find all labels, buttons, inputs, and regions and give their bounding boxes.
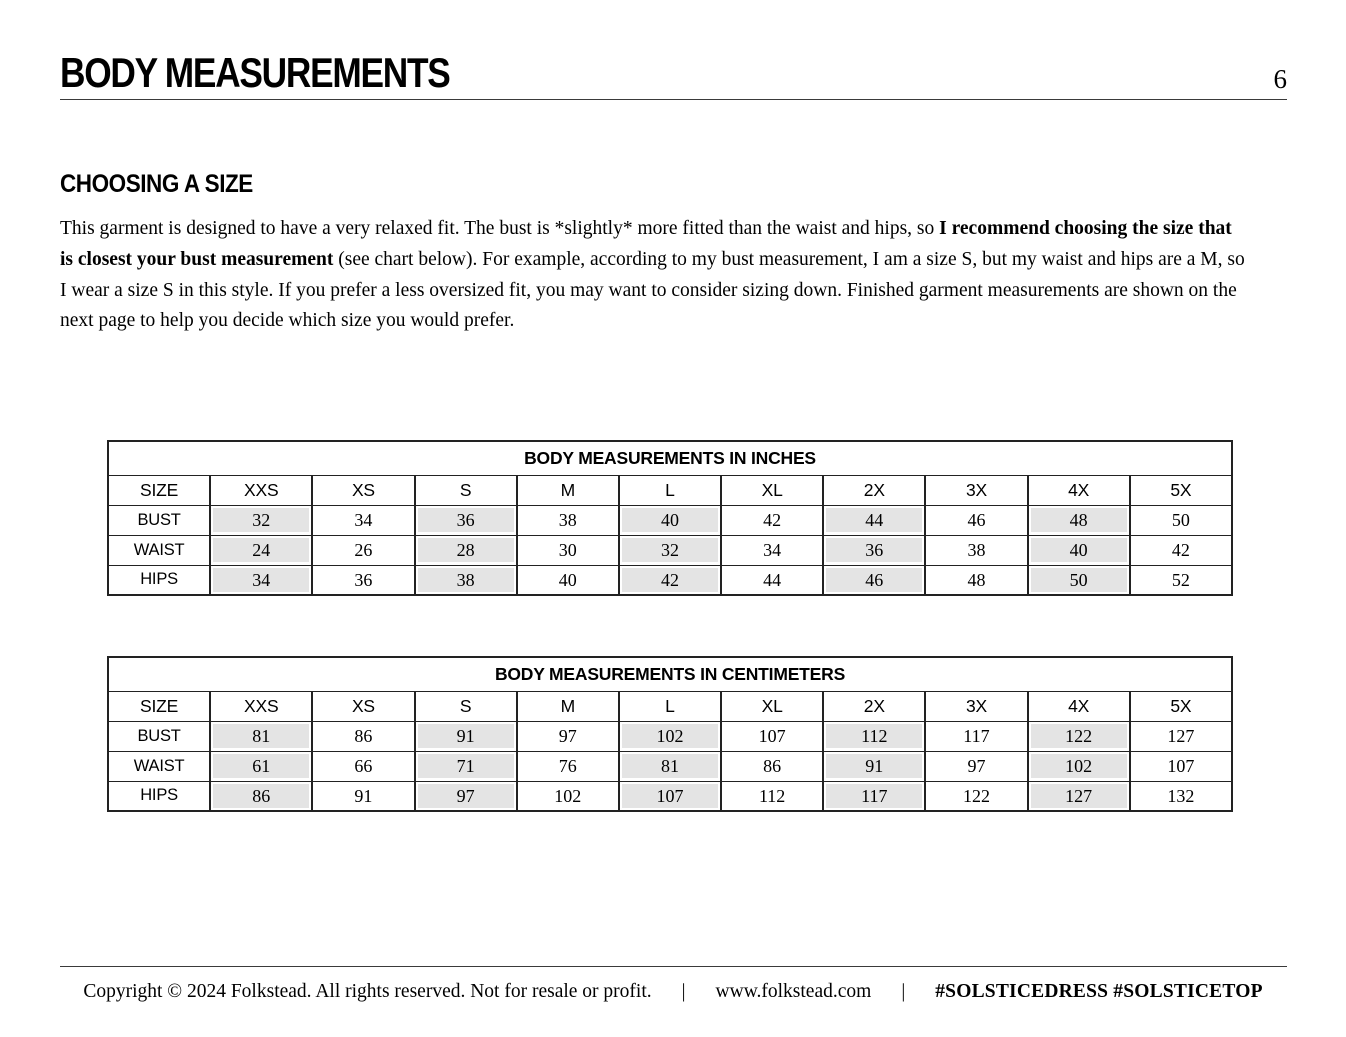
measurement-value-cell (619, 565, 721, 595)
measurement-value-cell (210, 751, 312, 781)
measurement-value: 36 (826, 538, 922, 562)
measurement-value-cell (312, 751, 414, 781)
measurement-value-cell (823, 781, 925, 811)
measurement-value-cell (925, 535, 1027, 565)
measurement-value-cell (415, 565, 517, 595)
measurement-value: 32 (622, 538, 718, 562)
measurement-value: 38 (418, 568, 514, 592)
measurement-value-cell (721, 505, 823, 535)
measurement-value-cell (415, 781, 517, 811)
measurement-row-label: BUST (108, 505, 210, 535)
measurement-value: 40 (1031, 538, 1127, 562)
measurement-value-cell (210, 721, 312, 751)
size-column-header: XS (312, 691, 414, 721)
measurement-value: 44 (763, 569, 782, 590)
measurement-value: 112 (826, 724, 922, 748)
measurement-value: 50 (1171, 510, 1190, 530)
size-column-header: L (619, 475, 721, 505)
measurement-value-cell (1028, 721, 1130, 751)
measurement-value-cell (210, 505, 312, 535)
measurement-row (108, 565, 1232, 595)
size-column-header: S (415, 691, 517, 721)
measurement-value: 91 (826, 754, 922, 778)
measurement-value-cell (721, 535, 823, 565)
measurement-value-cell (1028, 751, 1130, 781)
measurement-value-cell (823, 565, 925, 595)
measurement-row-label: HIPS (108, 565, 210, 595)
measurement-value-cell (1028, 781, 1130, 811)
measurement-value-cell (517, 751, 619, 781)
measurement-value: 107 (1167, 756, 1195, 776)
measurement-value: 42 (1171, 540, 1190, 560)
measurement-value: 34 (763, 540, 782, 560)
measurement-value: 34 (213, 568, 309, 592)
size-column-header: S (415, 475, 517, 505)
footer-separator: | (681, 981, 686, 1002)
measurement-value: 102 (622, 724, 718, 748)
measurement-value-cell (721, 781, 823, 811)
cm-table-wrap (107, 656, 1233, 812)
measurement-value: 42 (763, 510, 782, 530)
measurement-value: 86 (763, 756, 782, 776)
measurement-value-cell (517, 505, 619, 535)
measurement-value: 34 (354, 510, 373, 530)
footer-rule (60, 966, 1287, 967)
measurement-row (108, 721, 1232, 751)
size-column-header: XXS (210, 691, 312, 721)
measurement-value: 122 (962, 785, 990, 806)
size-column-header: 5X (1130, 475, 1232, 505)
measurement-value: 38 (558, 510, 577, 530)
title-rule (60, 99, 1287, 100)
measurement-value: 36 (418, 508, 514, 532)
measurement-value-cell (210, 565, 312, 595)
measurement-value: 132 (1167, 785, 1195, 806)
measurement-value-cell (823, 721, 925, 751)
measurement-value-cell (415, 505, 517, 535)
measurement-value-cell (1130, 535, 1232, 565)
measurement-value: 66 (354, 756, 373, 776)
measurement-value: 117 (963, 726, 990, 746)
measurement-value-cell (1130, 781, 1232, 811)
size-column-header: 4X (1028, 475, 1130, 505)
measurement-value: 81 (213, 724, 309, 748)
measurement-value: 102 (554, 785, 582, 806)
size-label-header: SIZE (108, 475, 210, 505)
measurement-value-cell (925, 751, 1027, 781)
measurement-value: 48 (1031, 508, 1127, 532)
measurement-value: 86 (213, 784, 309, 808)
measurement-value-cell (312, 535, 414, 565)
measurement-value-cell (415, 751, 517, 781)
measurement-row-label: WAIST (108, 751, 210, 781)
size-column-header: XS (312, 475, 414, 505)
measurement-value-cell (619, 721, 721, 751)
section-heading: CHOOSING A SIZE (60, 170, 253, 198)
measurement-value: 117 (826, 784, 922, 808)
measurement-value: 86 (354, 726, 373, 746)
measurement-value: 91 (418, 724, 514, 748)
measurement-value: 40 (558, 569, 577, 590)
measurement-value-cell (721, 721, 823, 751)
measurement-value: 50 (1031, 568, 1127, 592)
measurement-value-cell (517, 565, 619, 595)
measurement-value-cell (619, 535, 721, 565)
measurement-value: 46 (967, 510, 986, 530)
measurement-value: 24 (213, 538, 309, 562)
measurement-value-cell (925, 721, 1027, 751)
measurement-value-cell (415, 721, 517, 751)
size-label-header: SIZE (108, 691, 210, 721)
measurement-value: 127 (1031, 784, 1127, 808)
intro-text-bold: I recommend choosing the size that is closest your bust measurement (60, 218, 1232, 270)
measurement-value-cell (721, 751, 823, 781)
intro-text-start: This garment is designed to have a very relaxed fit. The bust is *slightly* more fitted than the waist and hips, so (60, 218, 940, 239)
size-column-header: 4X (1028, 691, 1130, 721)
measurement-value: 52 (1171, 569, 1190, 590)
measurement-value-cell (1028, 565, 1130, 595)
size-column-header: XL (721, 475, 823, 505)
measurement-row (108, 781, 1232, 811)
measurement-value-cell (517, 535, 619, 565)
measurement-row (108, 535, 1232, 565)
measurement-value: 122 (1031, 724, 1127, 748)
measurement-value: 102 (1031, 754, 1127, 778)
measurement-row (108, 505, 1232, 535)
size-column-header: XXS (210, 475, 312, 505)
measurement-value-cell (415, 535, 517, 565)
footer-separator: | (901, 981, 906, 1002)
measurement-row-label: HIPS (108, 781, 210, 811)
measurement-value: 28 (418, 538, 514, 562)
footer (0, 978, 1346, 1006)
measurement-value-cell (517, 781, 619, 811)
size-header-row (108, 475, 1232, 505)
measurement-value: 97 (967, 756, 986, 776)
measurement-value: 127 (1167, 726, 1195, 746)
measurement-value-cell (312, 781, 414, 811)
measurement-value: 97 (558, 726, 577, 746)
page-title: BODY MEASUREMENTS (60, 49, 450, 96)
measurement-value-cell (312, 565, 414, 595)
measurement-value: 44 (826, 508, 922, 532)
size-column-header: M (517, 691, 619, 721)
measurement-value-cell (1130, 721, 1232, 751)
measurement-value-cell (312, 721, 414, 751)
measurement-value: 71 (418, 754, 514, 778)
measurement-value: 48 (967, 569, 986, 590)
measurement-value: 26 (354, 540, 373, 560)
measurement-value: 40 (622, 508, 718, 532)
size-column-header: L (619, 691, 721, 721)
intro-text-end: (see chart below). For example, according to my bust measurement, I am a size S, but my waist and hips are a M, so I wear a size S in this style. If you prefer a less oversized fit, you may want to consider sizing down. Finished garment measurements are shown on the next page to help you decide which size you would prefer. (60, 248, 1245, 332)
size-column-header: 2X (823, 691, 925, 721)
measurement-value: 38 (967, 540, 986, 560)
footer-copyright: Copyright © 2024 Folkstead. All rights reserved. Not for resale or profit. (83, 981, 652, 1002)
measurement-value-cell (823, 535, 925, 565)
measurement-value-cell (312, 505, 414, 535)
measurement-value: 97 (418, 784, 514, 808)
measurement-value: 76 (558, 756, 577, 776)
table-title: BODY MEASUREMENTS IN CENTIMETERS (108, 657, 1232, 691)
measurement-value-cell (925, 505, 1027, 535)
measurement-value-cell (823, 505, 925, 535)
measurement-value: 112 (758, 785, 786, 806)
size-column-header: 3X (925, 475, 1027, 505)
intro-paragraph (60, 214, 1246, 337)
measurement-row (108, 751, 1232, 781)
measurement-value-cell (517, 721, 619, 751)
measurement-value-cell (721, 565, 823, 595)
measurement-value-cell (1028, 505, 1130, 535)
measurement-value: 32 (213, 508, 309, 532)
measurement-row-label: WAIST (108, 535, 210, 565)
measurement-value: 91 (354, 785, 373, 806)
measurement-value: 36 (354, 569, 373, 590)
measurement-value-cell (1130, 565, 1232, 595)
measurement-value: 30 (558, 540, 577, 560)
measurement-value-cell (619, 751, 721, 781)
size-column-header: M (517, 475, 619, 505)
measurement-value: 107 (758, 726, 786, 746)
measurement-value: 61 (213, 754, 309, 778)
measurement-value-cell (1028, 535, 1130, 565)
measurement-value: 81 (622, 754, 718, 778)
table-title: BODY MEASUREMENTS IN INCHES (108, 441, 1232, 475)
footer-website-link[interactable]: www.folkstead.com (715, 981, 872, 1002)
measurement-value: 42 (622, 568, 718, 592)
size-header-row (108, 691, 1232, 721)
size-column-header: 5X (1130, 691, 1232, 721)
measurement-row-label: BUST (108, 721, 210, 751)
measurement-value-cell (1130, 751, 1232, 781)
cm-measurements-table (107, 656, 1233, 812)
measurement-value-cell (619, 781, 721, 811)
size-column-header: XL (721, 691, 823, 721)
inches-measurements-table (107, 440, 1233, 596)
measurement-value-cell (823, 751, 925, 781)
footer-hashtags: #SOLSTICEDRESS #SOLSTICETOP (935, 981, 1263, 1002)
measurement-value: 107 (622, 784, 718, 808)
measurement-value-cell (210, 781, 312, 811)
page-number: 6 (1273, 64, 1287, 94)
size-column-header: 2X (823, 475, 925, 505)
page-header (60, 49, 1287, 100)
measurement-value-cell (925, 781, 1027, 811)
size-column-header: 3X (925, 691, 1027, 721)
title-row (60, 49, 1287, 96)
measurement-value-cell (210, 535, 312, 565)
inches-table-wrap (107, 440, 1233, 596)
section-heading-wrap (60, 172, 274, 197)
measurement-value-cell (1130, 505, 1232, 535)
measurement-value-cell (925, 565, 1027, 595)
measurement-value: 46 (826, 568, 922, 592)
measurement-value-cell (619, 505, 721, 535)
